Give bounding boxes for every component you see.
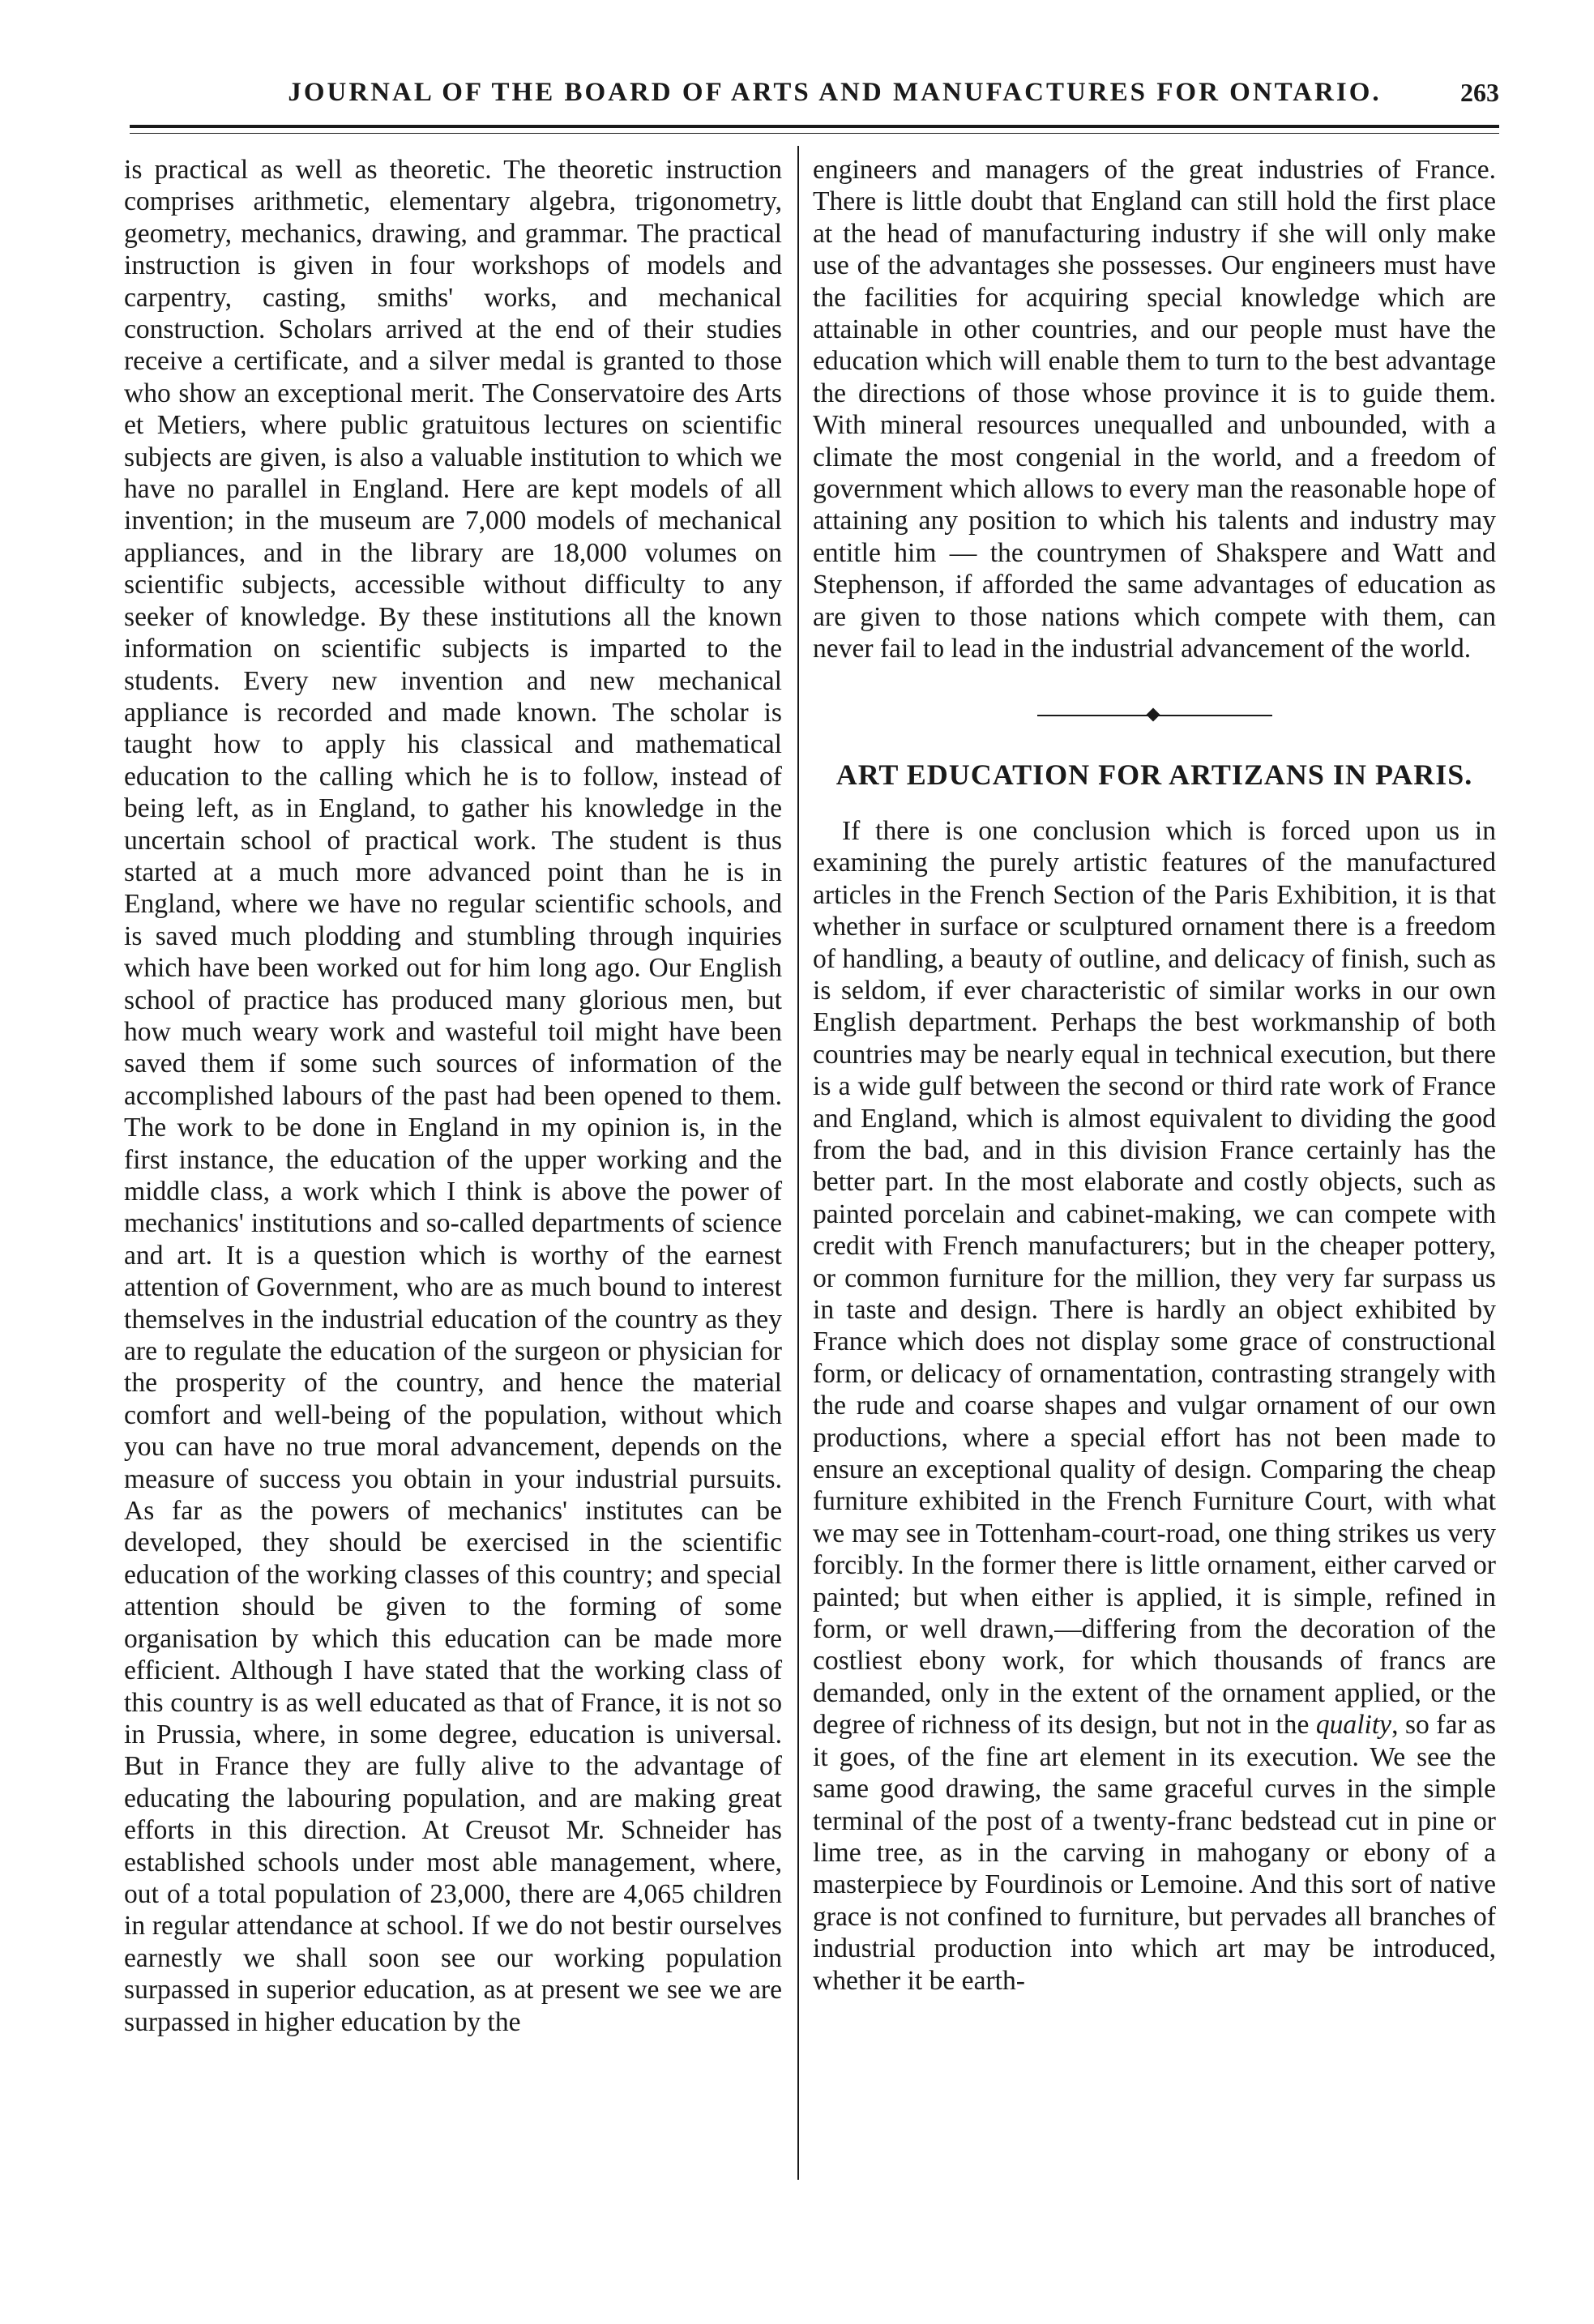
column-divider (797, 146, 799, 2180)
running-head (122, 78, 1499, 110)
header-rule-thin (130, 133, 1499, 134)
right-column-paragraph-continued: engineers and managers of the great industries of France. There is little doubt that England can still hold the first place at the head of manufacturing industry if she will only make use of the advantages she possesses. Our engineers must have the facilities for acquiring special knowledge which are attainable in other countries, and our people must have the education which will enable them to turn to the best advantage the directions of those whose province it is to guide them. With mineral resources unequalled and unbounded, with a climate the most congenial in the world, and a freedom of government which allows to every man the reasonable hope of attaining any position to which his talents and industry may entitle him — the countrymen of Shakspere and Watt and Stephenson, if afforded the same advantages of education as are given to those nations which compete with them, can never fail to lead in the industrial advancement of the world. (813, 155, 1496, 664)
section-heading: ART EDUCATION FOR ARTIZANS IN PARIS. (835, 758, 1473, 791)
article-paragraph (813, 815, 1496, 1997)
section-ornament-rule (1037, 707, 1272, 724)
left-column-paragraph: is practical as well as theoretic. The theoretic instruction comprises arithmetic, elementary algebra, trigonometry, geometry, mechanics, drawing, and grammar. The practical instruction is given in four workshops of models and carpentry, casting, smiths' works, and mechanical construction. Scholars arrived at the end of their studies receive a certificate, and a silver medal is granted to those who show an exceptional merit. The Conservatoire des Arts et Metiers, where public gratuitous lectures on scientific subjects are given, is also a valuable institution to which we have no parallel in England. Here are kept models of all invention; in the museum are 7,000 models of mechanical appliances, and in the library are 18,000 volumes on scientific subjects, accessible without difficulty to any seeker of knowledge. By these institutions all the known information on scientific subjects is imparted to the students. Every new invention and new mechanical appliance is recorded and made known. The scholar is taught how to apply his classical and mathematical education to the calling which he is to follow, instead of being left, as in England, to gather his knowledge in the uncertain school of practical work. The student is thus started at a much more advanced point than he is in England, where we have no regular scientific schools, and is saved much plodding and stumbling through inquiries which have been worked out for him long ago. Our English school of practice has produced many glorious men, but how much weary work and wasteful toil might have been saved them if some such sources of information of the accomplished labours of the past had been opened to them. The work to be done in England in my opinion is, in the first instance, the education of the upper working and the middle class, a work which I think is above the power of mechanics' institutions and so-called departments of science and art. It is a question which is worthy of the earnest attention of Government, who are as much bound to interest themselves in the industrial education of the country as they are to regulate the education of the surgeon or physician for the prosperity of the country, and hence the material comfort and well-being of the population, without which you can have no true moral advancement, depends on the measure of success you obtain in your industrial pursuits. As far as the powers of mechanics' institutes can be developed, they should be exercised in the scientific education of the working classes of this country; and special attention should be given to the forming of some organisation by which this education can be made more efficient. Although I have stated that the working class of this country is as well educated as that of France, it is not so in Prussia, where, in some degree, education is universal. But in France they are fully alive to the advantage of educating the labouring population, and are making great efforts in this direction. At Creusot Mr. Schneider has established schools under most able management, where, out of a total population of 23,000, there are 4,065 children in regular attendance at school. If we do not bestir ourselves earnestly we shall soon see our working population surpassed in superior education, as at present we see we are surpassed in higher education by the (124, 155, 782, 2037)
article-text-part-2: , so far as it goes, of the fine art element in its execution. We see the same good drawing, the same graceful curves in the simple terminal of the post of a twenty-franc bedstead cut in pine or lime tree, as in the carving in mahogany or ebony of a masterpiece by Fourdinois or Lemoine. And this sort of native grace is not confined to furniture, but pervades all branches of industrial production into which art may be introduced, whether it be earth- (813, 1710, 1496, 1996)
page-number: 263 (1460, 78, 1499, 107)
header-rule (130, 125, 1499, 128)
left-column (124, 154, 782, 2038)
ornament-diamond-icon (1146, 707, 1160, 721)
right-column (813, 154, 1496, 1997)
article-italic-word: quality (1315, 1710, 1392, 1741)
article-text-part-1: If there is one conclusion which is forced upon us in examining the purely artistic features of the manufactured articles in the French Section of the Paris Exhibition, it is that whether in surface or sculptured ornament there is a freedom of handling, a beauty of outline, and delicacy of finish, such as is seldom, if ever characteristic of similar works in our own English department. Perhaps the best workmanship of both countries may be nearly equal in technical execution, but there is a wide gulf between the second or third rate work of France and England, which is almost equivalent to dividing the good from the bad, and in this division France certainly has the better part. In the most elaborate and costly objects, such as painted porcelain and cabinet-making, we can compete with credit with French manufacturers; but in the cheaper pottery, or common furniture for the million, they very far surpass us in taste and design. There is hardly an object exhibited by France which does not display some grace of constructional form, or delicacy of ornamentation, contrasting strangely with the rude and coarse shapes and vulgar ornament of our own productions, where a special effort has not been made to ensure an exceptional quality of design. Comparing the cheap furniture exhibited in the French Furniture Court, with what we may see in Tottenham-court-road, one thing strikes us very forcibly. In the former there is little ornament, either carved or painted; but when either is applied, it is simple, refined in form, or well drawn,—differing from the decoration of the costliest ebony work, for which thousands of francs are demanded, only in the extent of the ornament applied, or the degree of richness of its design, but not in the (813, 815, 1496, 1741)
journal-title: JOURNAL OF THE BOARD OF ARTS AND MANUFACTURES FOR ONTARIO. (288, 78, 1382, 107)
